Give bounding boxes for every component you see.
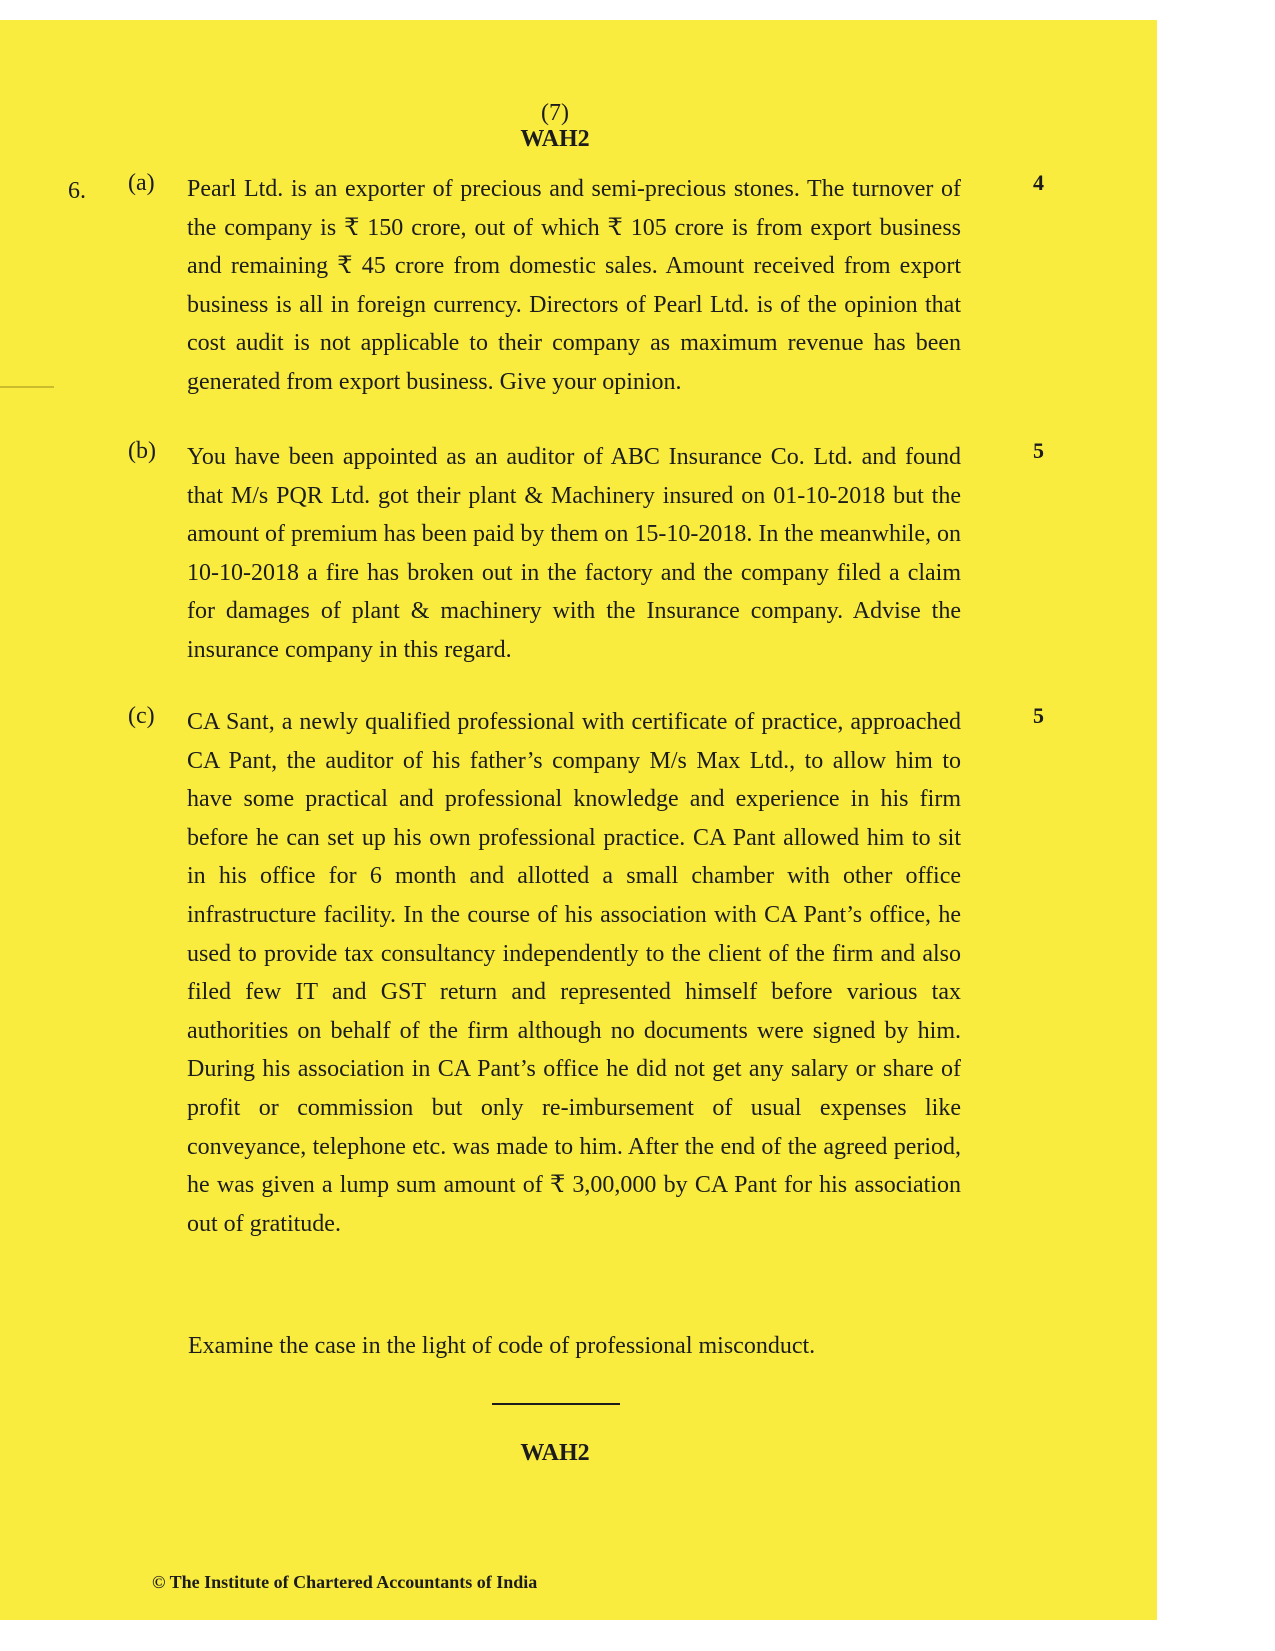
closing-instruction: Examine the case in the light of code of professional misconduct.	[188, 1333, 816, 1359]
page-edge-mark	[0, 386, 54, 388]
part-label: (c)	[128, 703, 155, 729]
part-marks: 5	[1033, 703, 1044, 728]
copyright-footer: © The Institute of Chartered Accountants of India	[152, 1572, 538, 1592]
part-text: You have been appointed as an auditor of ABC Insurance Co. Ltd. and found that M/s PQR Ltd. got their plant & Machinery insured on 01-10-2018 but the amount of premium has been paid by them on 15-10-2018. In the meanwhile, on 10-10-2018 a fire has broken out in the factory and the company filed a claim for damages of plant & machinery with the Insurance company. Advise the insurance company in this regard.	[187, 444, 961, 663]
page-number: (7)	[541, 100, 569, 126]
section-divider	[492, 1403, 620, 1405]
paper-code-header: WAH2	[520, 126, 590, 152]
part-label: (a)	[128, 170, 155, 196]
part-marks: 5	[1033, 438, 1044, 463]
part-marks: 4	[1033, 170, 1044, 195]
paper-code-footer: WAH2	[520, 1440, 590, 1466]
part-text: CA Sant, a newly qualified professional with certificate of practice, approached CA Pant, the auditor of his father’s company M/s Max Ltd., to allow him to have some practical and professional knowledge and experience in his firm before he can set up his own professional practice. CA Pant allowed him to sit in his office for 6 month and allotted a small chamber with other office infrastructure facility. In the course of his association with CA Pant’s office, he used to provide tax consultancy independently to the client of the firm and also filed few IT and GST return and represented himself before various tax authorities on behalf of the firm although no documents were signed by him. During his association in CA Pant’s office he did not get any salary or share of profit or commission but only re-imbursement of usual expenses like conveyance, telephone etc. was made to him. After the end of the agreed period, he was given a lump sum amount of ₹ 3,00,000 by CA Pant for his association out of gratitude.	[187, 709, 961, 1237]
question-number: 6.	[68, 178, 86, 204]
part-text: Pearl Ltd. is an exporter of precious and semi-precious stones. The turnover of the company is ₹ 150 crore, out of which ₹ 105 crore is from export business and remaining ₹ 45 crore from domestic sales. Amount received from export business is all in foreign currency. Directors of Pearl Ltd. is of the opinion that cost audit is not applicable to their company as maximum revenue has been generated from export business. Give your opinion.	[187, 176, 961, 395]
part-label: (b)	[128, 438, 156, 464]
